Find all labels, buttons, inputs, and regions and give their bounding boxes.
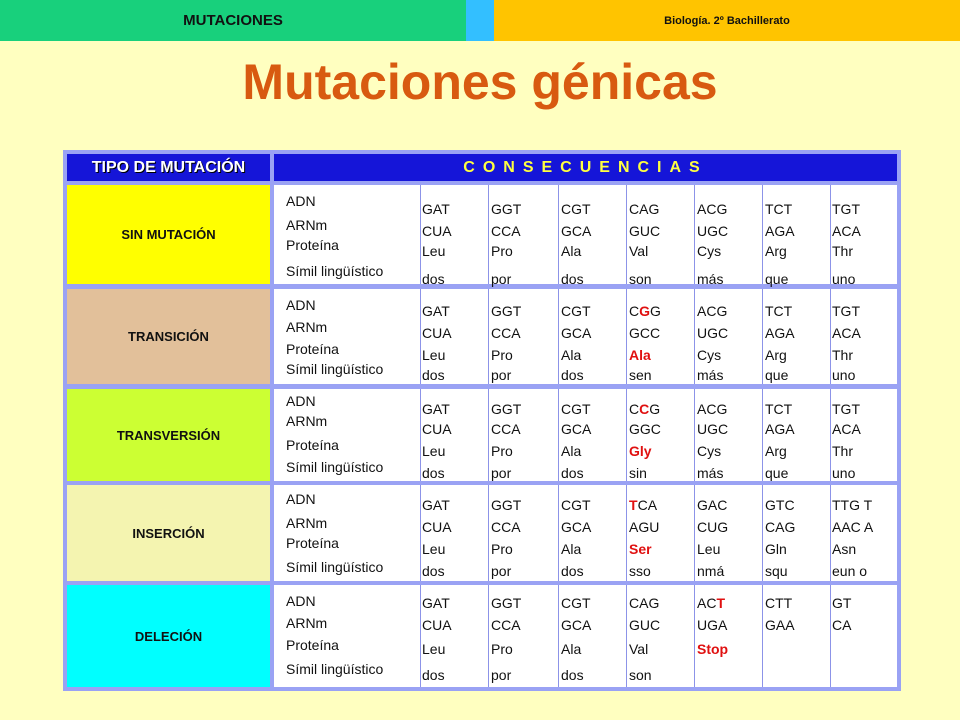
column-divider — [626, 185, 627, 284]
column-divider — [558, 185, 559, 284]
codon-cell: CCA — [491, 421, 521, 437]
molecule-label: Símil lingüístico — [286, 661, 384, 677]
codon-cell: Pro — [491, 541, 513, 557]
codon-cell: GCA — [561, 325, 592, 341]
header-right-text: Biología. 2º Bachillerato — [664, 14, 790, 27]
codon-cell: ACA — [832, 421, 861, 437]
base: C — [637, 497, 648, 513]
codon-cell: más — [697, 271, 724, 287]
codon-cell: GCA — [561, 421, 592, 437]
codon-cell — [629, 401, 660, 417]
mutation-type-label: TRANSICIÓN — [67, 289, 270, 384]
column-divider — [558, 389, 559, 481]
molecule-label: ADN — [286, 393, 316, 409]
column-divider — [830, 289, 831, 384]
column-divider — [420, 485, 421, 581]
codon-cell: que — [765, 465, 789, 481]
codon-cell: GCA — [561, 617, 592, 633]
codon-cell: GT — [832, 595, 852, 611]
codon-cell: que — [765, 367, 789, 383]
base: C — [629, 303, 640, 319]
codon-cell: GAC — [697, 497, 728, 513]
codon-cell: Cys — [697, 243, 722, 259]
codon-cell: Thr — [832, 243, 853, 259]
codon-cell: CAG — [629, 201, 660, 217]
molecule-label: Proteína — [286, 341, 339, 357]
column-divider — [694, 485, 695, 581]
codon-cell: GGT — [491, 401, 522, 417]
header-tipo-de-mutacion: TIPO DE MUTACIÓN — [67, 154, 270, 181]
molecule-label: Símil lingüístico — [286, 263, 384, 279]
codon-cell: CUA — [422, 617, 452, 633]
codon-cell: ACA — [832, 325, 861, 341]
codon-cell: dos — [422, 465, 445, 481]
codon-cell — [629, 497, 657, 513]
codon-cell: CGT — [561, 497, 591, 513]
codon-cell: sin — [629, 465, 647, 481]
codon-cell: GAT — [422, 497, 450, 513]
codon-cell: Pro — [491, 243, 513, 259]
codon-cell: GTC — [765, 497, 795, 513]
column-divider — [626, 485, 627, 581]
column-divider — [830, 485, 831, 581]
codon-cell: Arg — [765, 443, 787, 459]
codon-cell: CUA — [422, 421, 452, 437]
codon-cell: CTT — [765, 595, 793, 611]
codon-cell: Leu — [422, 641, 446, 657]
consequences-row — [274, 389, 897, 481]
base: C — [706, 595, 717, 611]
codon-cell: AAC A — [832, 519, 874, 535]
header-consecuencias: CONSECUENCIAS — [274, 154, 897, 181]
codon-cell: UGA — [697, 617, 728, 633]
base: G — [649, 401, 661, 417]
column-divider — [830, 185, 831, 284]
column-divider — [488, 389, 489, 481]
mutated-base: T — [716, 595, 726, 611]
codon-cell: más — [697, 465, 724, 481]
mutated-base: T — [629, 497, 638, 513]
molecule-label: Proteína — [286, 637, 339, 653]
codon-cell: Ala — [561, 541, 582, 557]
column-divider — [830, 585, 831, 687]
codon-cell: CUG — [697, 519, 729, 535]
page-title: Mutaciones génicas — [242, 54, 718, 110]
codon-cell: Arg — [765, 347, 787, 363]
codon-cell: CAG — [629, 595, 660, 611]
codon-cell: CCA — [491, 223, 521, 239]
codon-cell: CUA — [422, 223, 452, 239]
codon-cell: UGC — [697, 223, 729, 239]
header-left-section — [0, 0, 466, 41]
column-divider — [626, 389, 627, 481]
codon-cell: dos — [422, 563, 445, 579]
codon-cell: TGT — [832, 201, 860, 217]
column-divider — [694, 289, 695, 384]
codon-cell: dos — [561, 667, 584, 683]
codon-cell: Gln — [765, 541, 787, 557]
codon-cell: dos — [561, 465, 584, 481]
codon-cell: dos — [561, 563, 584, 579]
codon-cell: Gly — [629, 443, 652, 459]
molecule-label: Símil lingüístico — [286, 459, 384, 475]
codon-cell: uno — [832, 465, 856, 481]
codon-cell: GGT — [491, 595, 522, 611]
molecule-label: ADN — [286, 193, 316, 209]
column-divider — [694, 585, 695, 687]
column-divider — [420, 185, 421, 284]
codon-cell: Val — [629, 243, 649, 259]
codon-cell: Leu — [422, 347, 446, 363]
mutation-type-label: TRANSVERSIÓN — [67, 389, 270, 481]
mutations-table — [63, 150, 901, 691]
codon-cell: son — [629, 271, 652, 287]
molecule-label: ARNm — [286, 515, 328, 531]
codon-cell: CUA — [422, 325, 452, 341]
codon-cell: GCA — [561, 223, 592, 239]
base: C — [629, 401, 640, 417]
codon-cell: CCA — [491, 325, 521, 341]
column-divider — [694, 185, 695, 284]
column-divider — [558, 485, 559, 581]
mutation-type-label: DELECIÓN — [67, 585, 270, 687]
consequences-row — [274, 289, 897, 384]
codon-cell: sen — [629, 367, 652, 383]
codon-cell: dos — [561, 367, 584, 383]
column-divider — [830, 389, 831, 481]
header-right-section — [494, 0, 960, 41]
codon-cell: CGT — [561, 401, 591, 417]
codon-cell: son — [629, 667, 652, 683]
codon-cell: UGC — [697, 325, 729, 341]
codon-cell: Pro — [491, 347, 513, 363]
codon-cell: Thr — [832, 347, 853, 363]
molecule-label: Proteína — [286, 437, 339, 453]
codon-cell: GGT — [491, 497, 522, 513]
molecule-label: ARNm — [286, 319, 328, 335]
base: G — [650, 303, 661, 319]
codon-cell: AGU — [629, 519, 660, 535]
codon-cell: ACG — [697, 201, 728, 217]
column-divider — [626, 585, 627, 687]
column-divider — [420, 289, 421, 384]
codon-cell: Pro — [491, 641, 513, 657]
codon-cell: Leu — [422, 443, 446, 459]
codon-cell: Ala — [561, 443, 582, 459]
codon-cell: GAT — [422, 201, 450, 217]
codon-cell: Arg — [765, 243, 787, 259]
molecule-label: ARNm — [286, 413, 328, 429]
mutation-type-label: INSERCIÓN — [67, 485, 270, 581]
consequences-row — [274, 585, 897, 687]
molecule-label: Proteína — [286, 237, 339, 253]
codon-cell: GCA — [561, 519, 592, 535]
column-divider — [626, 289, 627, 384]
codon-cell: Leu — [422, 541, 446, 557]
codon-cell: AGA — [765, 223, 795, 239]
codon-cell: CCA — [491, 617, 521, 633]
consequences-row — [274, 485, 897, 581]
base: A — [647, 497, 658, 513]
codon-cell — [629, 303, 661, 319]
codon-cell: squ — [765, 563, 788, 579]
codon-cell: uno — [832, 271, 856, 287]
codon-cell: dos — [422, 271, 445, 287]
codon-cell: CAG — [765, 519, 796, 535]
codon-cell: GGT — [491, 303, 522, 319]
column-divider — [488, 289, 489, 384]
molecule-label: ARNm — [286, 615, 328, 631]
mutated-base: G — [639, 303, 651, 319]
codon-cell: sso — [629, 563, 651, 579]
codon-cell: GAT — [422, 401, 450, 417]
codon-cell: por — [491, 271, 512, 287]
column-divider — [420, 585, 421, 687]
codon-cell: Val — [629, 641, 649, 657]
column-divider — [420, 389, 421, 481]
codon-cell: por — [491, 367, 512, 383]
codon-cell: Leu — [422, 243, 446, 259]
codon-cell: TGT — [832, 401, 860, 417]
column-divider — [762, 185, 763, 284]
codon-cell: dos — [422, 367, 445, 383]
column-divider — [694, 389, 695, 481]
mutated-base: C — [639, 401, 650, 417]
codon-cell: TGT — [832, 303, 860, 319]
codon-cell: Pro — [491, 443, 513, 459]
codon-cell: más — [697, 367, 724, 383]
codon-cell: TTG T — [832, 497, 873, 513]
consequences-row — [274, 185, 897, 287]
codon-cell: Ser — [629, 541, 652, 557]
column-divider — [762, 585, 763, 687]
codon-cell: dos — [561, 271, 584, 287]
codon-cell: Stop — [697, 641, 729, 657]
codon-cell: AGA — [765, 325, 795, 341]
codon-cell: Ala — [629, 347, 651, 363]
header-left-text: MUTACIONES — [183, 12, 283, 29]
column-divider — [488, 585, 489, 687]
mutation-type-label: SIN MUTACIÓN — [67, 185, 270, 284]
codon-cell: Leu — [697, 541, 721, 557]
codon-cell: eun o — [832, 563, 868, 579]
column-divider — [762, 485, 763, 581]
codon-cell: Asn — [832, 541, 857, 557]
codon-cell: ACG — [697, 401, 728, 417]
column-divider — [558, 585, 559, 687]
codon-cell: ACA — [832, 223, 861, 239]
codon-cell: CGT — [561, 595, 591, 611]
header-divider — [466, 0, 494, 41]
codon-cell: por — [491, 563, 512, 579]
column-divider — [762, 389, 763, 481]
column-divider — [488, 485, 489, 581]
codon-cell: Cys — [697, 443, 722, 459]
codon-cell: GAA — [765, 617, 795, 633]
base: A — [697, 595, 707, 611]
molecule-label: ADN — [286, 297, 316, 313]
column-divider — [558, 289, 559, 384]
codon-cell: Ala — [561, 641, 582, 657]
codon-cell: AGA — [765, 421, 795, 437]
molecule-label: ADN — [286, 491, 316, 507]
codon-cell: por — [491, 667, 512, 683]
column-divider — [762, 289, 763, 384]
codon-cell: GUC — [629, 223, 661, 239]
codon-cell: Thr — [832, 443, 853, 459]
codon-cell: Cys — [697, 347, 722, 363]
codon-cell: uno — [832, 367, 856, 383]
codon-cell: GGC — [629, 421, 661, 437]
codon-cell: CCA — [491, 519, 521, 535]
codon-cell: UGC — [697, 421, 729, 437]
molecule-label: Proteína — [286, 535, 339, 551]
codon-cell: GCC — [629, 325, 661, 341]
codon-cell: GAT — [422, 595, 450, 611]
codon-cell: que — [765, 271, 789, 287]
codon-cell: CGT — [561, 303, 591, 319]
molecule-label: Símil lingüístico — [286, 361, 384, 377]
codon-cell: Ala — [561, 243, 582, 259]
codon-cell: GAT — [422, 303, 450, 319]
codon-cell: Ala — [561, 347, 582, 363]
codon-cell: CUA — [422, 519, 452, 535]
codon-cell: TCT — [765, 303, 793, 319]
molecule-label: Símil lingüístico — [286, 559, 384, 575]
codon-cell: ACG — [697, 303, 728, 319]
codon-cell: TCT — [765, 401, 793, 417]
codon-cell: nmá — [697, 563, 725, 579]
codon-cell — [697, 595, 725, 611]
codon-cell: CA — [832, 617, 852, 633]
codon-cell: GUC — [629, 617, 661, 633]
column-divider — [488, 185, 489, 284]
codon-cell: TCT — [765, 201, 793, 217]
codon-cell: dos — [422, 667, 445, 683]
codon-cell: CGT — [561, 201, 591, 217]
codon-cell: por — [491, 465, 512, 481]
molecule-label: ARNm — [286, 217, 328, 233]
codon-cell: GGT — [491, 201, 522, 217]
molecule-label: ADN — [286, 593, 316, 609]
